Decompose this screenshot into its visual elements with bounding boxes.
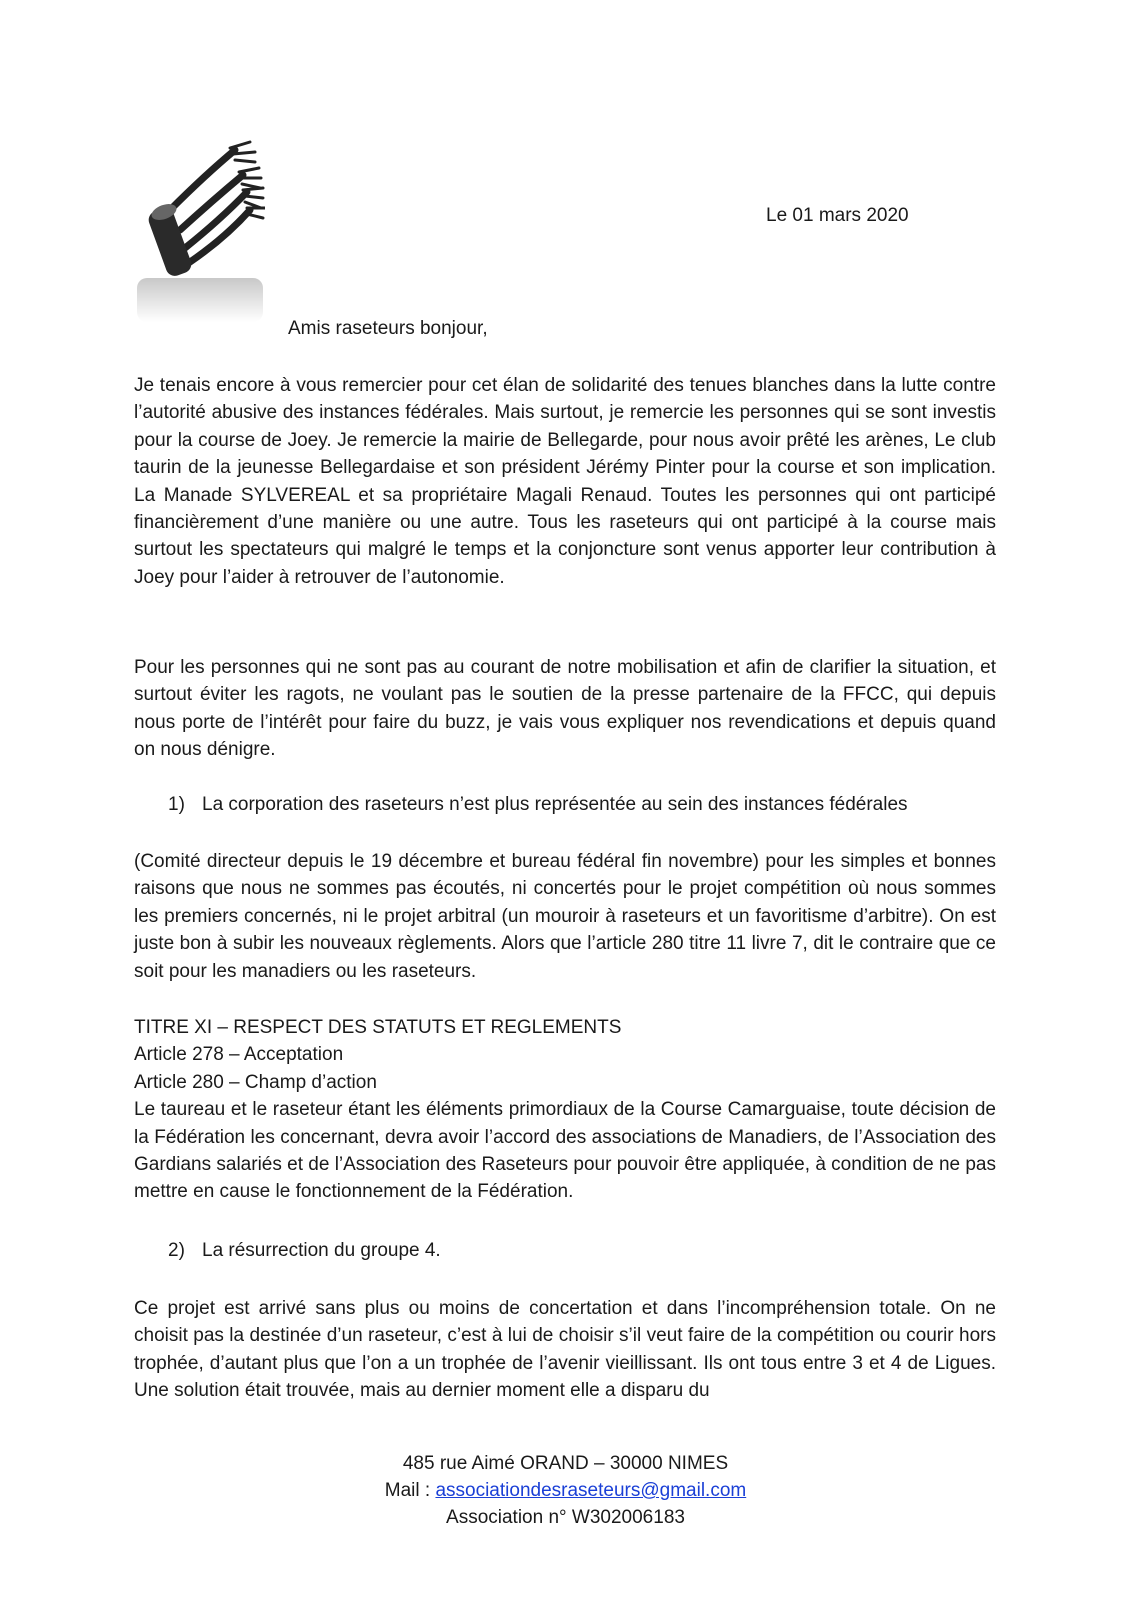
list-item-text: La corporation des raseteurs n’est plus représentée au sein des instances fédérales — [202, 794, 908, 815]
list-item-number: 2) — [168, 1240, 185, 1261]
footer-mail-label: Mail : — [384, 1480, 436, 1501]
paragraph-groupe-4: Ce projet est arrivé sans plus ou moins de concertation et dans l’incompréhension totale. On ne choisit pas la destinée d’un raseteur, c’est à lui de choisir s’il veut faire de la compétition ou courir hors trophée, d’autant plus que l’on a un trophée de l’avenir vieillissant. Ils ont tous entre 3 et 4 de Ligues. Une solution était trouvée, mais au dernier moment elle a disparu du — [134, 1298, 996, 1402]
list-item-number: 1) — [168, 794, 185, 815]
footer-mail-line — [0, 1477, 1131, 1504]
paragraph-representation: (Comité directeur depuis le 19 décembre et bureau fédéral fin novembre) pour les simples et bonnes raisons que nous ne sommes pas écoutés, ni concertés pour le projet compétition où nous sommes les premiers concernés, ni le projet arbitral (un mouroir à raseteurs et un favoritisme d’arbitre). On est juste bon à subir les nouveaux règlements. Alors que l’article 280 titre 11 livre 7, dit le contraire que ce soit pour les manadiers ou les raseteurs. — [134, 851, 996, 982]
regulation-text: Le taureau et le raseteur étant les éléments primordiaux de la Course Camarguaise, toute décision de la Fédération les concernant, devra avoir l’accord des associations de Manadiers, de l’Association des Gardians salariés et de l’Association des Raseteurs pour pouvoir être appliquée, à condition de ne pas mettre en cause le fonctionnement de la Fédération. — [134, 1099, 996, 1203]
list-item-text: La résurrection du groupe 4. — [202, 1240, 441, 1261]
footer-association-number: Association n° W302006183 — [446, 1507, 685, 1528]
footer-email-link[interactable]: associationdesraseteurs@gmail.com — [435, 1480, 747, 1501]
letter-greeting: Amis raseteurs bonjour, — [288, 318, 488, 339]
letter-footer — [0, 1450, 1131, 1531]
letter-date: Le 01 mars 2020 — [766, 205, 909, 226]
list-item — [168, 1240, 441, 1262]
list-item — [168, 794, 908, 816]
raseteur-crochet-logo-icon — [135, 130, 265, 325]
regulation-block — [134, 1014, 996, 1206]
paragraph-thanks: Je tenais encore à vous remercier pour cet élan de solidarité des tenues blanches dans la lutte contre l’autorité abusive des instances fédérales. Mais surtout, je remercie les personnes qui se sont investis pour la course de Joey. Je remercie la mairie de Bellegarde, pour nous avoir prêté les arènes, Le club taurin de la jeunesse Bellegardaise et son président Jérémy Pinter pour la course et son implication. La Manade SYLVEREAL et sa propriétaire Magali Renaud. Toutes les personnes qui ont participé financièrement d’une manière ou une autre. Tous les raseteurs qui ont participé à la course mais surtout les spectateurs qui malgré le temps et la conjoncture sont venus apporter leur contribution à Joey pour l’aider à retrouver de l’autonomie. — [134, 375, 996, 588]
article-278: Article 278 – Acceptation — [134, 1044, 344, 1066]
regulation-title: TITRE XI – RESPECT DES STATUTS ET REGLEMENTS — [134, 1017, 622, 1038]
footer-address: 485 rue Aimé ORAND – 30000 NIMES — [402, 1453, 729, 1474]
article-280: Article 280 – Champ d’action — [134, 1071, 377, 1093]
paragraph-explanation: Pour les personnes qui ne sont pas au courant de notre mobilisation et afin de clarifier la situation, et surtout éviter les ragots, ne voulant pas le soutien de la presse partenaire de la FFCC, qui depuis nous porte de l’intérêt pour faire du buzz, je vais vous expliquer nos revendications et depuis quand on nous dénigre. — [134, 657, 996, 761]
